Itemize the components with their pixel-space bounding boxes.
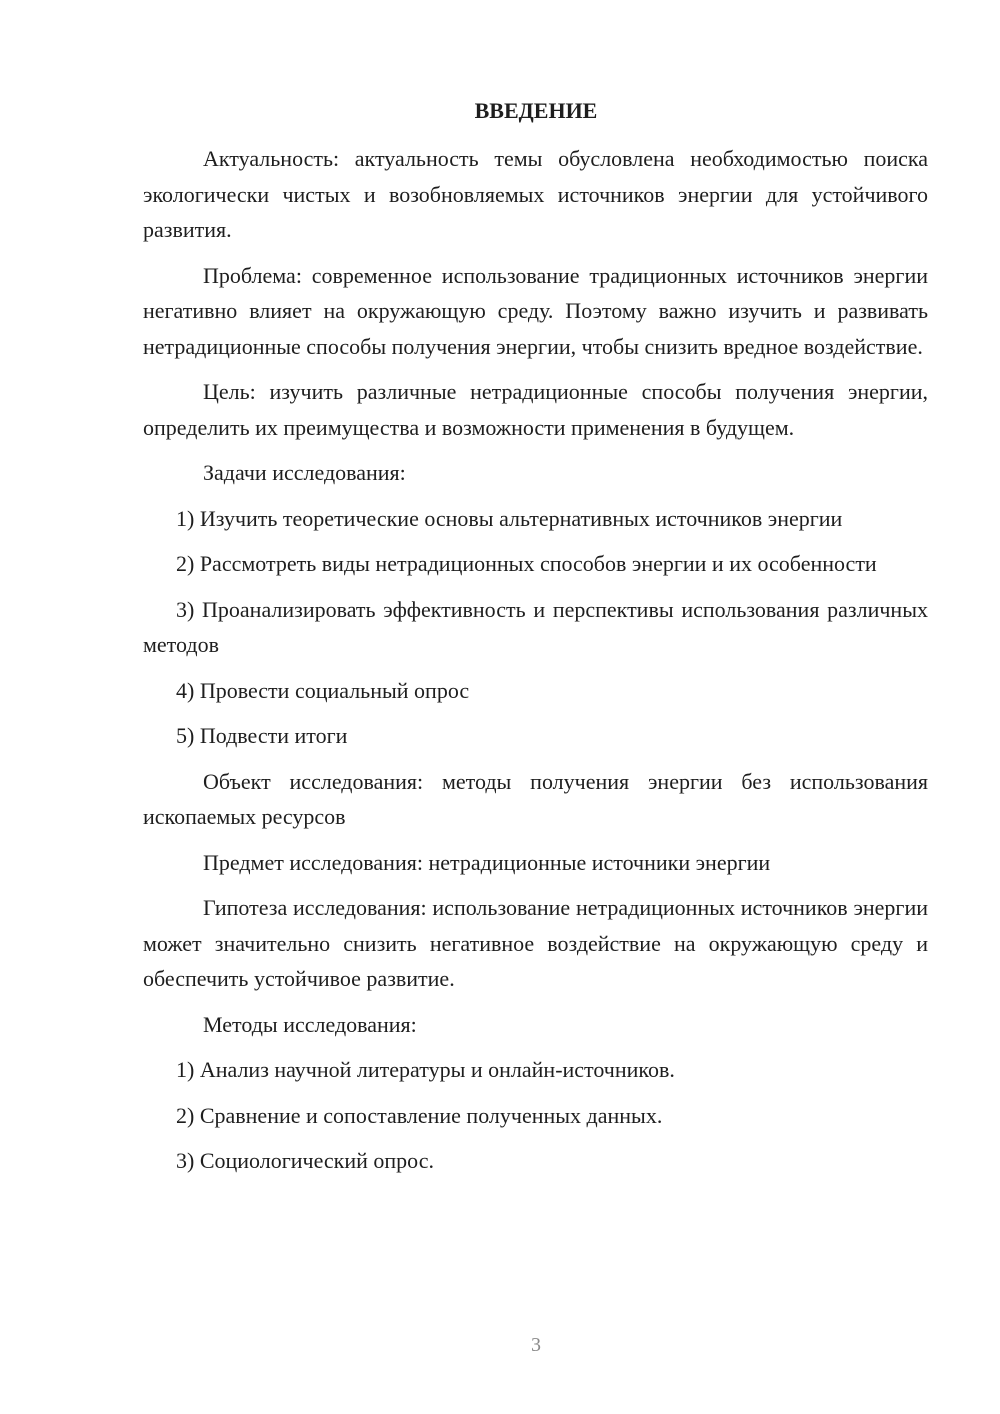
paragraph-goal: Цель: изучить различные нетрадиционные способы получения энергии, определить их преимущества и возможности применения в будущем. xyxy=(143,379,928,440)
page-number: 3 xyxy=(531,1334,541,1356)
task-item: 3) Проанализировать эффективность и перспективы использования различных методов xyxy=(143,596,928,657)
method-item: 1) Анализ научной литературы и онлайн-источников. xyxy=(176,1057,675,1082)
method-item: 3) Социологический опрос. xyxy=(176,1148,434,1173)
methods-heading: Методы исследования: xyxy=(203,1011,417,1037)
paragraph-problem: Проблема: современное использование традиционных источников энергии негативно влияет на окружающую среду. Поэтому важно изучить и развивать нетрадиционные способы получения энергии, чтобы снизить вредное воздействие. xyxy=(143,262,928,359)
task-item: 5) Подвести итоги xyxy=(176,723,348,748)
paragraph-hypothesis: Гипотеза исследования: использование нетрадиционных источников энергии может значительно снизить негативное воздействие на окружающую среду и обеспечить устойчивое развитие. xyxy=(143,895,928,991)
task-item: 1) Изучить теоретические основы альтернативных источников энергии xyxy=(176,505,843,531)
paragraph-object: Объект исследования: методы получения энергии без использования ископаемых ресурсов xyxy=(143,768,928,829)
paragraph-relevance: Актуальность: актуальность темы обусловлена необходимостью поиска экологически чистых и возобновляемых источников энергии для устойчивого развития. xyxy=(143,146,928,242)
task-item: 2) Рассмотреть виды нетрадиционных способов энергии и их особенности xyxy=(176,551,877,576)
introduction-body xyxy=(143,141,928,1189)
method-item: 2) Сравнение и сопоставление полученных данных. xyxy=(176,1102,663,1128)
paragraph-subject: Предмет исследования: нетрадиционные источники энергии xyxy=(203,849,771,875)
tasks-heading: Задачи исследования: xyxy=(203,460,406,485)
section-title: ВВЕДЕНИЕ xyxy=(474,98,598,123)
task-item: 4) Провести социальный опрос xyxy=(176,677,470,703)
